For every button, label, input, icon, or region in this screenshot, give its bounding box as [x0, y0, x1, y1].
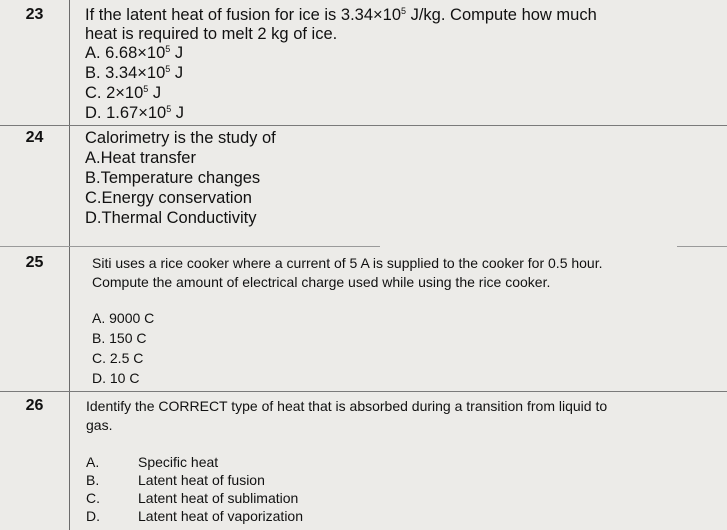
option-text: Latent heat of fusion: [138, 472, 265, 488]
question-number: 26: [25, 397, 44, 414]
answer-option: C.Energy conservation: [85, 189, 252, 207]
answer-option: [85, 64, 183, 83]
option-text: Latent heat of vaporization: [138, 508, 304, 524]
exponent: 5: [165, 44, 171, 54]
option-unit: J: [148, 84, 162, 102]
stem-text: If the latent heat of fusion for ice is 3.34×10: [85, 6, 401, 24]
answer-option: D.Thermal Conductivity: [85, 209, 257, 227]
question-number: 25: [25, 254, 44, 271]
exponent: 5: [165, 64, 171, 74]
exponent: 5: [166, 104, 172, 114]
option-text: B. 3.34×10: [85, 64, 166, 82]
answer-option: [85, 84, 161, 103]
answer-option: [85, 44, 183, 63]
option-letter: C.: [86, 490, 100, 506]
answer-option: B.Temperature changes: [85, 169, 261, 187]
row-divider: [0, 125, 727, 126]
option-text: Latent heat of sublimation: [138, 490, 299, 506]
answer-option: [86, 471, 265, 490]
answer-option: A. 9000 C: [92, 310, 155, 326]
question-number: 23: [25, 6, 44, 23]
question-number: 24: [25, 129, 44, 146]
answer-option: A.Heat transfer: [85, 149, 196, 167]
answer-option: [85, 104, 184, 123]
column-divider: [69, 0, 70, 530]
option-letter: D.: [86, 508, 100, 524]
question-stem: Identify the CORRECT type of heat that is absorbed during a transition from liquid to: [86, 398, 608, 414]
question-stem: [85, 6, 597, 25]
stem-text: J/kg. Compute how much: [406, 6, 597, 24]
option-text: D. 1.67×10: [85, 104, 167, 122]
option-unit: J: [171, 104, 185, 122]
option-unit: J: [170, 64, 184, 82]
option-text: C. 2×10: [85, 84, 144, 102]
row-divider: [677, 246, 727, 247]
row-divider: [0, 246, 380, 247]
row-divider: [0, 391, 727, 392]
option-text: Specific heat: [138, 454, 219, 470]
question-stem: Compute the amount of electrical charge used while using the rice cooker.: [92, 274, 551, 290]
question-stem: Calorimetry is the study of: [85, 129, 276, 147]
question-stem: Siti uses a rice cooker where a current of 5 A is supplied to the cooker for 0.5 hour.: [92, 255, 603, 271]
answer-option: B. 150 C: [92, 330, 147, 346]
answer-option: D. 10 C: [92, 370, 140, 386]
answer-option: [86, 489, 298, 508]
answer-option: [86, 453, 218, 472]
option-letter: B.: [86, 472, 100, 488]
option-unit: J: [170, 44, 184, 62]
option-text: A. 6.68×10: [85, 44, 166, 62]
answer-option: [86, 507, 303, 526]
exponent: 5: [143, 84, 149, 94]
option-letter: A.: [86, 454, 100, 470]
question-stem: gas.: [86, 417, 113, 433]
answer-option: C. 2.5 C: [92, 350, 144, 366]
exponent: 5: [401, 6, 407, 16]
question-stem: heat is required to melt 2 kg of ice.: [85, 25, 338, 43]
